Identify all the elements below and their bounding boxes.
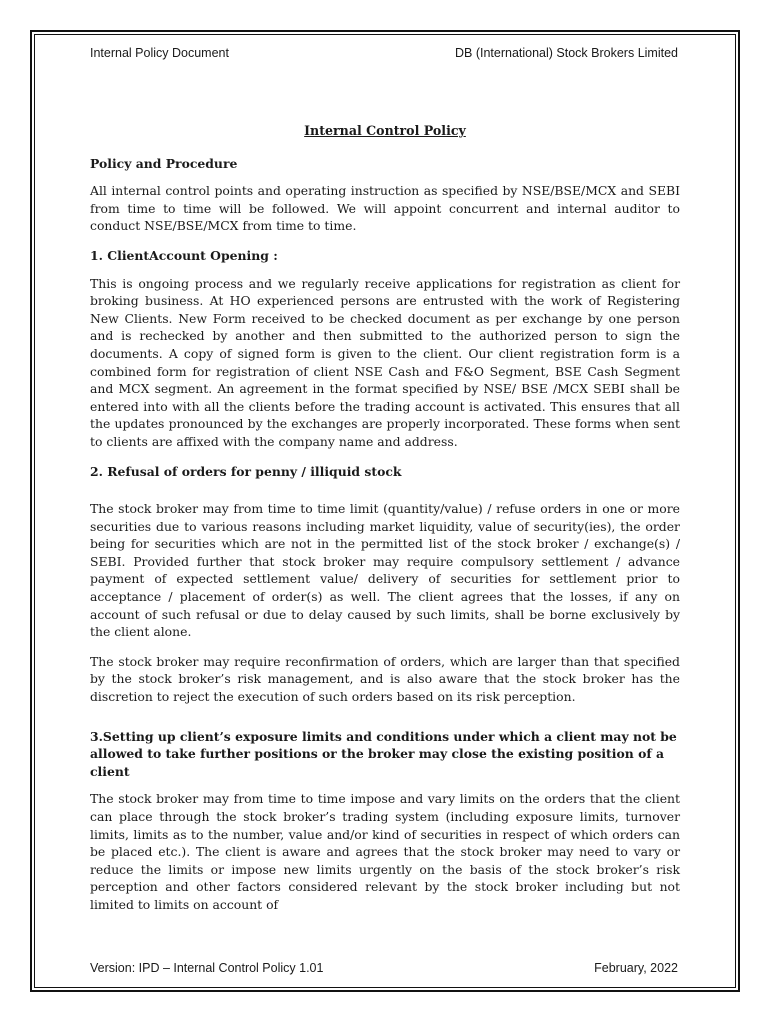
document-body: [90, 122, 680, 926]
spacer: [90, 490, 680, 500]
document-title: Internal Control Policy: [304, 123, 466, 138]
subtitle-heading: Policy and Procedure: [90, 155, 238, 171]
section2-heading: 2. Refusal of orders for penny / illiquid stock: [90, 463, 402, 479]
header-left: Internal Policy Document: [90, 46, 229, 60]
section2-paragraph-2: The stock broker may require reconfirmation of orders, which are larger than that specified by the stock broker’s risk management, and is also aware that the stock broker has the discretion to reject the execution of such orders based on its risk perception.: [90, 653, 680, 705]
section3-paragraph: The stock broker may from time to time impose and vary limits on the orders that the client can place through the stock broker’s trading system (including exposure limits, turnover limits, limits as to the number, value and/or kind of securities in respect of which orders can be placed etc.). The client is aware and agrees that the stock broker may need to vary or reduce the limits or impose new limits urgently on the basis of the stock broker’s risk perception and other factors considered relevant by the stock broker including but not limited to limits on account of: [90, 791, 680, 912]
page-footer: [90, 961, 678, 975]
section2-paragraph-1: The stock broker may from time to time limit (quantity/value) / refuse orders in one or more securities due to various reasons including market liquidity, value of security(ies), the order being for securities which are not in the permitted list of the stock broker / exchange(s) / SEBI. Provided further that stock broker may require compulsory settlement / advance payment of expected settlement value/ delivery of securities for settlement prior to acceptance / placement of order(s) as well. The client agrees that the losses, if any on account of such refusal or due to delay caused by such limits, shall be borne exclusively by the client alone.: [90, 501, 680, 640]
footer-date: February, 2022: [594, 961, 678, 975]
spacer: [90, 718, 680, 728]
section3-heading: 3.Setting up client’s exposure limits and conditions under which a client may not be allowed to take further positions or the broker may close the existing position of a client: [90, 728, 677, 779]
header-right: DB (International) Stock Brokers Limited: [454, 46, 678, 60]
page-header: [90, 46, 678, 60]
section1-heading: 1. ClientAccount Opening :: [90, 247, 278, 263]
section1-paragraph: This is ongoing process and we regularly receive applications for registration as client for broking business. At HO experienced persons are entrusted with the work of Registering New Clients. New Form received to be checked document as per exchange by one person and is rechecked by another and then submitted to the authorized person to sign the documents. A copy of signed form is given to the client. Our client registration form is a combined form for registration of client NSE Cash and F&O Segment, BSE Cash Segment and MCX segment. An agreement in the format specified by NSE/ BSE /MCX SEBI shall be entered into with all the clients before the trading account is activated. This ensures that all the updates pronounced by the exchanges are properly incorporated. These forms when sent to clients are affixed with the company name and address.: [90, 275, 680, 449]
intro-paragraph: All internal control points and operating instruction as specified by NSE/BSE/MCX and SEBI from time to time will be followed. We will appoint concurrent and internal auditor to conduct NSE/BSE/MCX from time to time.: [90, 183, 680, 234]
footer-version: Version: IPD – Internal Control Policy 1.01: [90, 961, 324, 975]
